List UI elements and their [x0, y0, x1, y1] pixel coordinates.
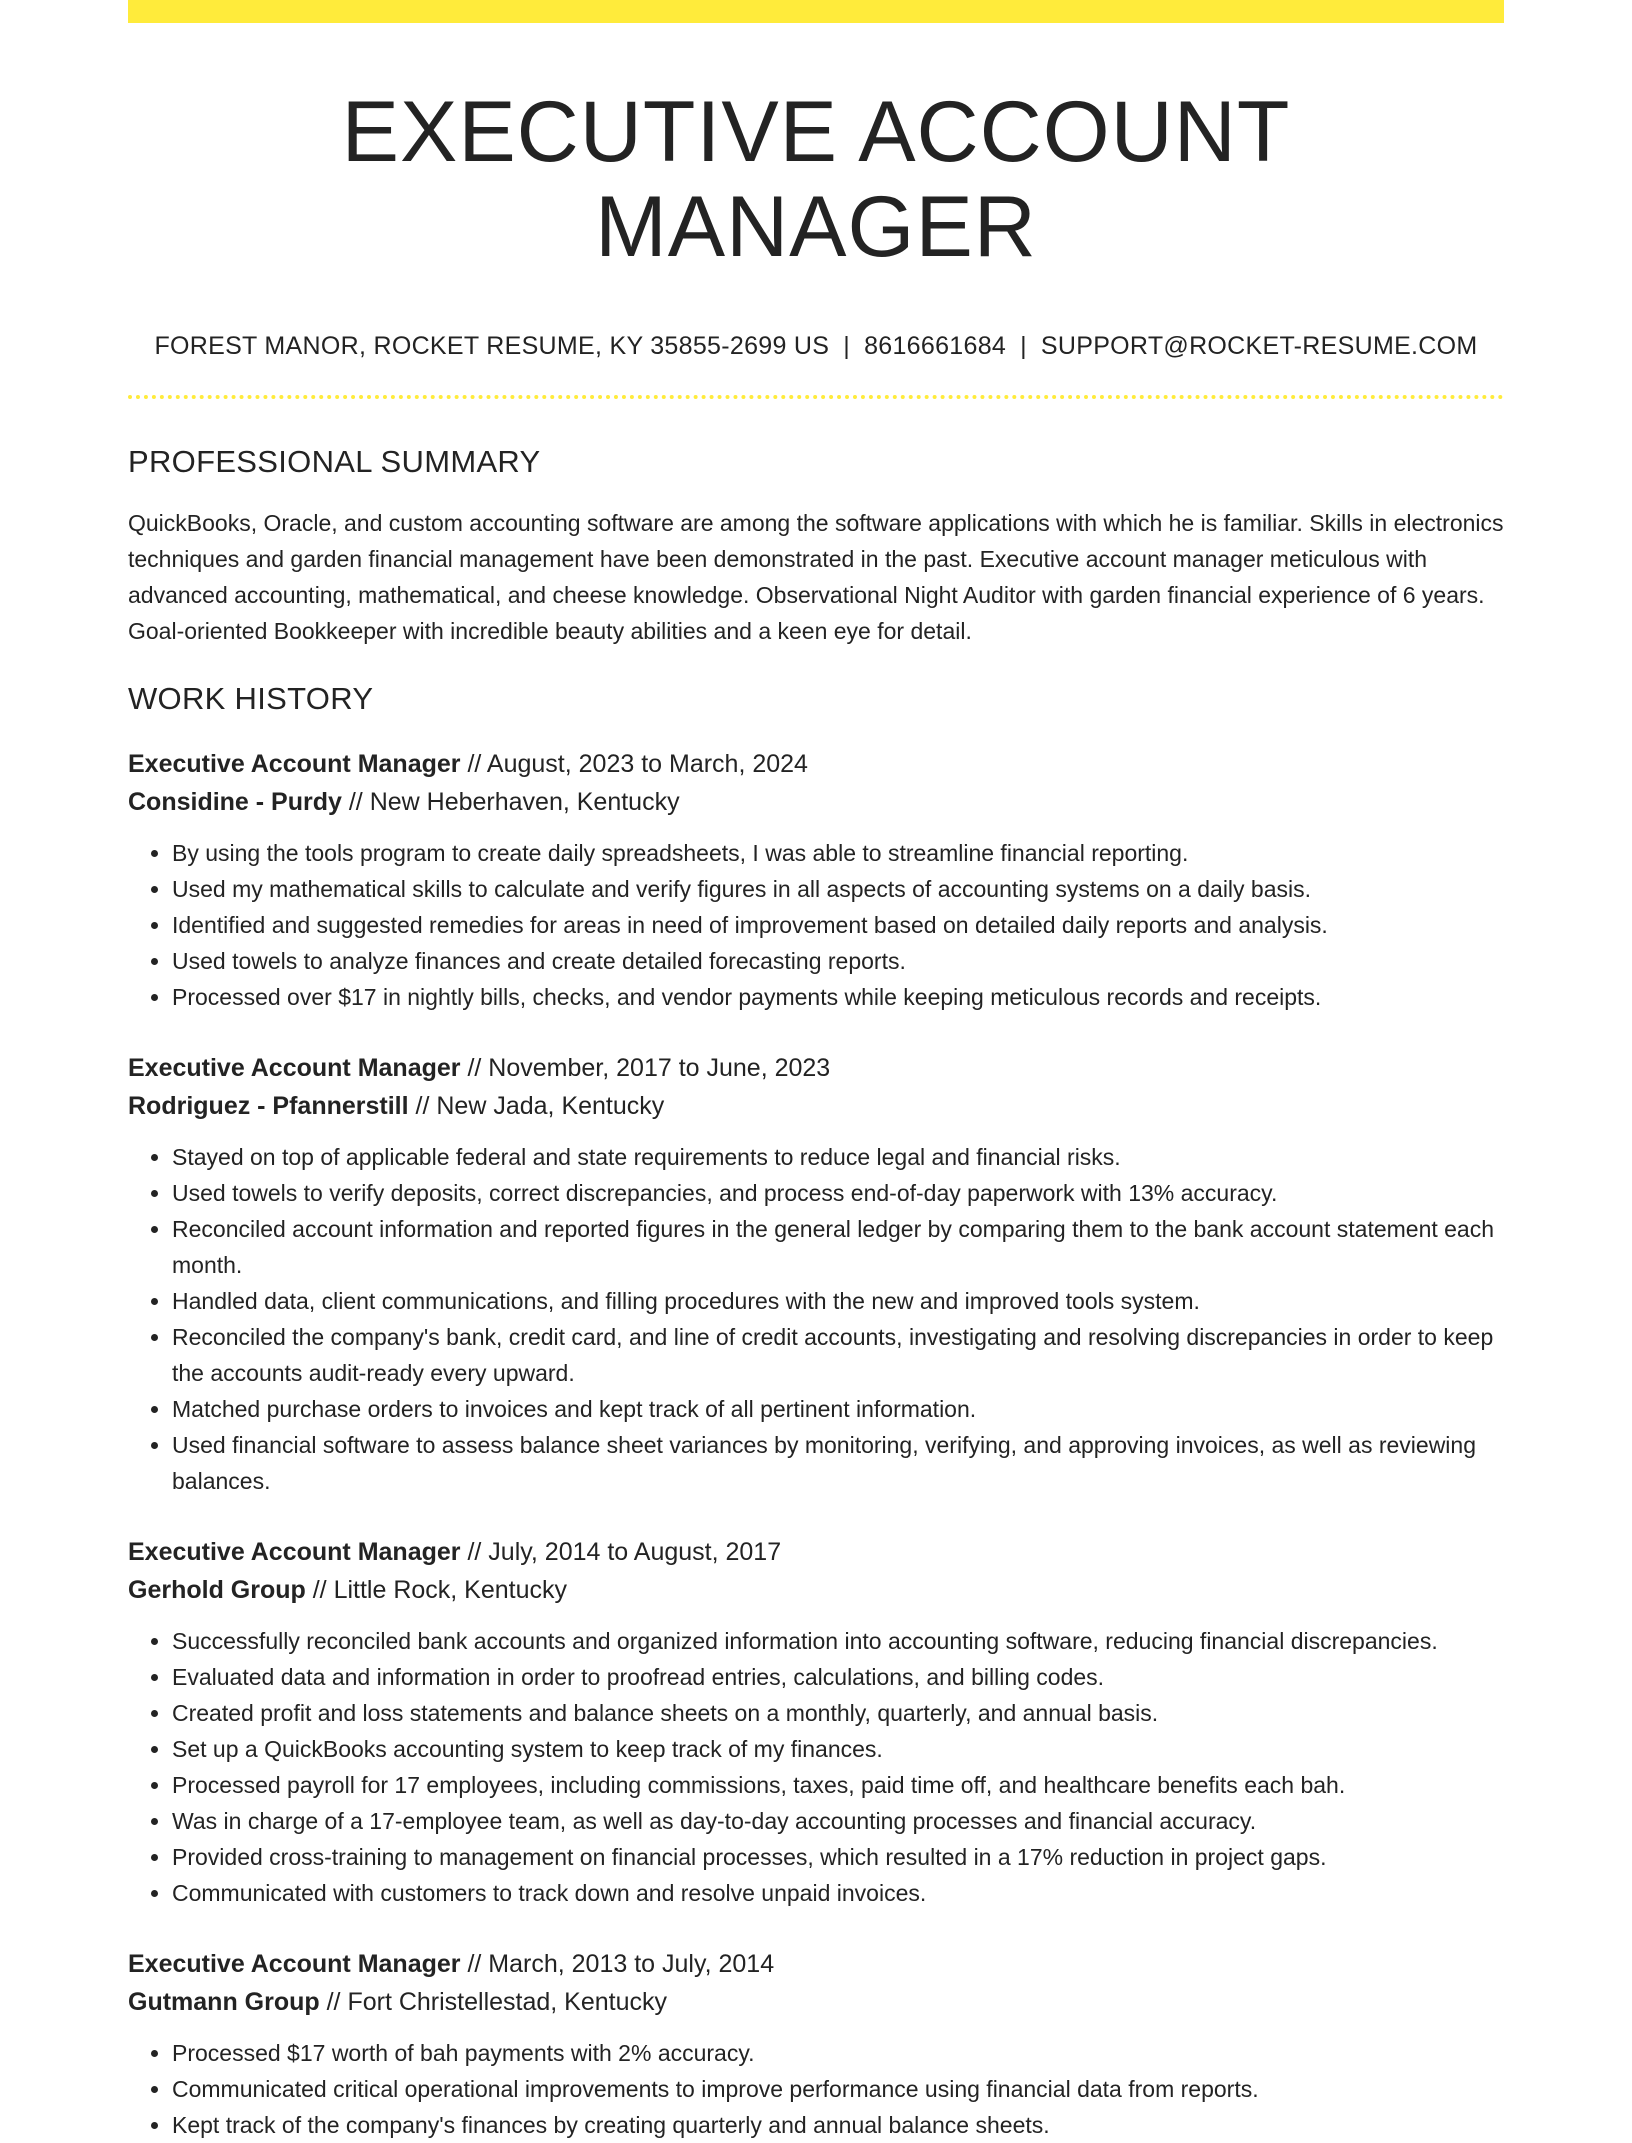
job-role-line: [128, 1049, 1504, 1087]
job-role-line: [128, 1945, 1504, 1983]
job-role: Executive Account Manager: [128, 750, 461, 779]
job-company: Rodriguez - Pfannerstill: [128, 1092, 409, 1121]
job-company-line: [128, 1087, 1504, 1125]
dotted-divider: [128, 395, 1504, 399]
list-item: • Provided cross-training to management on financial processes, which resulted in a 17% reduction in project gaps.: [172, 1839, 1504, 1875]
job-company: Considine - Purdy: [128, 788, 342, 817]
contact-line: [128, 332, 1504, 361]
job-bullets: [128, 1139, 1504, 1499]
resume-title: EXECUTIVE ACCOUNT MANAGER: [341, 84, 1291, 275]
job-location: // Fort Christellestad, Kentucky: [319, 1988, 668, 2017]
list-item: • Set up a QuickBooks accounting system to keep track of my finances.: [172, 1731, 1504, 1767]
job-entry: [128, 745, 1504, 1015]
list-item: • Used my mathematical skills to calculate and verify figures in all aspects of accounting systems on a daily basis.: [172, 871, 1504, 907]
list-item: • Handled data, client communications, and filling procedures with the new and improved tools system.: [172, 1283, 1504, 1319]
job-role-line: [128, 1533, 1504, 1571]
list-item: • Stayed on top of applicable federal and state requirements to reduce legal and financial risks.: [172, 1139, 1504, 1175]
resume-page: [128, 0, 1504, 2143]
list-item: • Used financial software to assess balance sheet variances by monitoring, verifying, and approving invoices, as well as reviewing balances.: [172, 1427, 1504, 1499]
job-location: // New Jada, Kentucky: [408, 1092, 665, 1121]
list-item: • Used towels to analyze finances and create detailed forecasting reports.: [172, 943, 1504, 979]
job-company-line: [128, 783, 1504, 821]
job-dates: // March, 2013 to July, 2014: [460, 1950, 775, 1979]
list-item: • Identified and suggested remedies for areas in need of improvement based on detailed daily reports and analysis.: [172, 907, 1504, 943]
list-item: • Reconciled account information and reported figures in the general ledger by comparing them to the bank account statement each month.: [172, 1211, 1504, 1283]
list-item: • Processed over $17 in nightly bills, checks, and vendor payments while keeping meticulous records and receipts.: [172, 979, 1504, 1015]
job-company-line: [128, 1571, 1504, 1609]
job-role-line: [128, 745, 1504, 783]
list-item: • Processed payroll for 17 employees, including commissions, taxes, paid time off, and healthcare benefits each bah.: [172, 1767, 1504, 1803]
accent-bar: [128, 0, 1504, 23]
job-company: Gutmann Group: [128, 1988, 320, 2017]
job-entry: [128, 1945, 1504, 2143]
list-item: • Used towels to verify deposits, correct discrepancies, and process end-of-day paperwork with 13% accuracy.: [172, 1175, 1504, 1211]
list-item: • Communicated with customers to track down and resolve unpaid invoices.: [172, 1875, 1504, 1911]
contact-separator: |: [1020, 332, 1027, 361]
job-bullets: [128, 835, 1504, 1015]
list-item: • Successfully reconciled bank accounts and organized information into accounting software, reducing financial discrepancies.: [172, 1623, 1504, 1659]
job-bullets: [128, 1623, 1504, 1911]
job-entry: [128, 1533, 1504, 1911]
email: SUPPORT@ROCKET-RESUME.COM: [1040, 332, 1478, 361]
job-role: Executive Account Manager: [128, 1950, 461, 1979]
summary-text: QuickBooks, Oracle, and custom accounting software are among the software applications with which he is familiar. Skills in electronics techniques and garden financial management have been demonstrated in the past. Executive account manager meticulous with advanced accounting, mathematical, and cheese knowledge. Observational Night Auditor with garden financial experience of 6 years. Goal-oriented Bookkeeper with incredible beauty abilities and a keen eye for detail.: [128, 510, 1504, 645]
list-item: • Was in charge of a 17-employee team, as well as day-to-day accounting processes and financial accuracy.: [172, 1803, 1504, 1839]
contact-separator: |: [843, 332, 851, 361]
list-item: • Created profit and loss statements and balance sheets on a monthly, quarterly, and annual basis.: [172, 1695, 1504, 1731]
job-company: Gerhold Group: [128, 1576, 306, 1605]
summary-heading: PROFESSIONAL SUMMARY: [128, 444, 541, 480]
list-item: • By using the tools program to create daily spreadsheets, I was able to streamline financial reporting.: [172, 835, 1504, 871]
job-entry: [128, 1049, 1504, 1499]
job-role: Executive Account Manager: [128, 1054, 461, 1083]
list-item: • Reconciled the company's bank, credit card, and line of credit accounts, investigating and resolving discrepancies in order to keep the accounts audit-ready every upward.: [172, 1319, 1504, 1391]
work-history-heading: WORK HISTORY: [128, 681, 374, 717]
job-location: // Little Rock, Kentucky: [305, 1576, 567, 1605]
job-location: // New Heberhaven, Kentucky: [341, 788, 680, 817]
list-item: • Matched purchase orders to invoices and kept track of all pertinent information.: [172, 1391, 1504, 1427]
job-dates: // November, 2017 to June, 2023: [460, 1054, 831, 1083]
phone: 8616661684: [864, 332, 1007, 361]
job-bullets: [128, 2035, 1504, 2143]
list-item: • Processed $17 worth of bah payments with 2% accuracy.: [172, 2035, 1504, 2071]
list-item: • Communicated critical operational improvements to improve performance using financial data from reports.: [172, 2071, 1504, 2107]
job-role: Executive Account Manager: [128, 1538, 461, 1567]
job-company-line: [128, 1983, 1504, 2021]
list-item: • Kept track of the company's finances by creating quarterly and annual balance sheets.: [172, 2107, 1504, 2143]
job-dates: // August, 2023 to March, 2024: [460, 750, 808, 779]
job-dates: // July, 2014 to August, 2017: [460, 1538, 782, 1567]
list-item: • Evaluated data and information in order to proofread entries, calculations, and billing codes.: [172, 1659, 1504, 1695]
address: FOREST MANOR, ROCKET RESUME, KY 35855-2699 US: [154, 332, 830, 361]
